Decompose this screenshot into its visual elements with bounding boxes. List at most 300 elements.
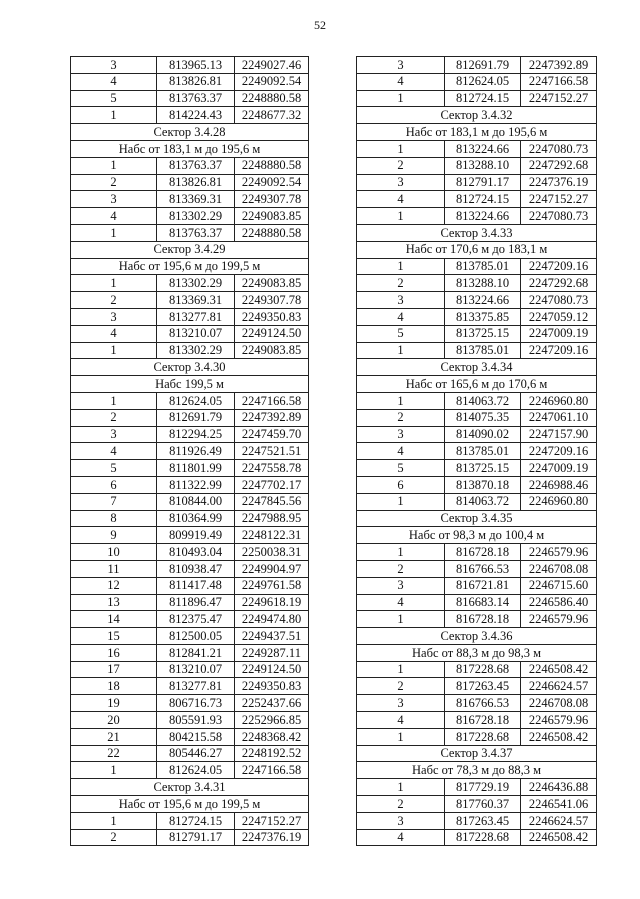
x-coordinate: 817729.19: [445, 779, 521, 796]
y-coordinate: 2246508.42: [521, 829, 597, 846]
point-number: 1: [357, 208, 445, 225]
table-row: [71, 476, 309, 493]
x-coordinate: 813763.37: [157, 224, 235, 241]
x-coordinate: 811801.99: [157, 460, 235, 477]
x-coordinate: 817228.68: [445, 661, 521, 678]
y-coordinate: 2249618.19: [235, 594, 309, 611]
y-coordinate: 2247209.16: [521, 258, 597, 275]
sector-heading: Сектор 3.4.35: [357, 510, 597, 527]
y-coordinate: 2249092.54: [235, 174, 309, 191]
x-coordinate: 816728.18: [445, 712, 521, 729]
sector-heading-row: [357, 359, 597, 376]
point-number: 3: [357, 292, 445, 309]
table-row: [357, 594, 597, 611]
table-row: [357, 812, 597, 829]
sector-heading-row: [71, 376, 309, 393]
point-number: 2: [357, 796, 445, 813]
x-coordinate: 816766.53: [445, 560, 521, 577]
x-coordinate: 813725.15: [445, 325, 521, 342]
y-coordinate: 2252437.66: [235, 695, 309, 712]
point-number: 2: [357, 678, 445, 695]
y-coordinate: 2246708.08: [521, 695, 597, 712]
sector-heading-row: [357, 527, 597, 544]
y-coordinate: 2247376.19: [521, 174, 597, 191]
table-row: [71, 443, 309, 460]
sector-heading-row: [357, 376, 597, 393]
point-number: 4: [71, 443, 157, 460]
point-number: 1: [357, 258, 445, 275]
point-number: 7: [71, 493, 157, 510]
y-coordinate: 2247558.78: [235, 460, 309, 477]
y-coordinate: 2248192.52: [235, 745, 309, 762]
point-number: 12: [71, 577, 157, 594]
table-row: [357, 90, 597, 107]
point-number: 1: [71, 342, 157, 359]
point-number: 4: [357, 308, 445, 325]
table-row: [71, 325, 309, 342]
x-coordinate: 811926.49: [157, 443, 235, 460]
x-coordinate: 813725.15: [445, 460, 521, 477]
x-coordinate: 812841.21: [157, 644, 235, 661]
table-row: [357, 611, 597, 628]
table-row: [71, 661, 309, 678]
y-coordinate: 2246579.96: [521, 544, 597, 561]
point-number: 3: [357, 174, 445, 191]
x-coordinate: 810364.99: [157, 510, 235, 527]
sector-heading-row: [357, 224, 597, 241]
table-row: [357, 174, 597, 191]
sector-heading: Набс от 183,1 м до 195,6 м: [71, 140, 309, 157]
y-coordinate: 2246586.40: [521, 594, 597, 611]
point-number: 9: [71, 527, 157, 544]
y-coordinate: 2246508.42: [521, 728, 597, 745]
y-coordinate: 2247061.10: [521, 409, 597, 426]
x-coordinate: 810938.47: [157, 560, 235, 577]
sector-heading: Сектор 3.4.34: [357, 359, 597, 376]
x-coordinate: 813302.29: [157, 208, 235, 225]
y-coordinate: 2249027.46: [235, 57, 309, 74]
point-number: 1: [71, 224, 157, 241]
y-coordinate: 2246541.06: [521, 796, 597, 813]
point-number: 1: [71, 812, 157, 829]
y-coordinate: 2249474.80: [235, 611, 309, 628]
point-number: 1: [71, 107, 157, 124]
point-number: 1: [357, 779, 445, 796]
x-coordinate: 812724.15: [157, 812, 235, 829]
x-coordinate: 813785.01: [445, 258, 521, 275]
sector-heading: Сектор 3.4.28: [71, 124, 309, 141]
y-coordinate: 2247209.16: [521, 443, 597, 460]
table-row: [357, 57, 597, 74]
y-coordinate: 2247392.89: [235, 409, 309, 426]
x-coordinate: 809919.49: [157, 527, 235, 544]
table-row: [71, 157, 309, 174]
table-row: [357, 695, 597, 712]
sector-heading: Сектор 3.4.32: [357, 107, 597, 124]
table-row: [357, 661, 597, 678]
table-row: [357, 712, 597, 729]
y-coordinate: 2247392.89: [521, 57, 597, 74]
x-coordinate: 817263.45: [445, 678, 521, 695]
point-number: 2: [357, 275, 445, 292]
x-coordinate: 813785.01: [445, 342, 521, 359]
point-number: 2: [71, 829, 157, 846]
x-coordinate: 812691.79: [445, 57, 521, 74]
table-row: [71, 90, 309, 107]
y-coordinate: 2247166.58: [521, 73, 597, 90]
point-number: 4: [357, 594, 445, 611]
point-number: 1: [357, 342, 445, 359]
y-coordinate: 2247166.58: [235, 392, 309, 409]
y-coordinate: 2249307.78: [235, 292, 309, 309]
point-number: 1: [71, 157, 157, 174]
table-row: [357, 577, 597, 594]
sector-heading: Набс от 170,6 м до 183,1 м: [357, 241, 597, 258]
x-coordinate: 817760.37: [445, 796, 521, 813]
table-row: [357, 829, 597, 846]
table-row: [71, 392, 309, 409]
x-coordinate: 813763.37: [157, 157, 235, 174]
table-row: [71, 107, 309, 124]
point-number: 3: [71, 191, 157, 208]
table-row: [71, 527, 309, 544]
table-row: [357, 325, 597, 342]
y-coordinate: 2247152.27: [521, 90, 597, 107]
table-row: [71, 224, 309, 241]
y-coordinate: 2246960.80: [521, 392, 597, 409]
sector-heading-row: [357, 745, 597, 762]
x-coordinate: 814063.72: [445, 392, 521, 409]
point-number: 1: [71, 275, 157, 292]
y-coordinate: 2250038.31: [235, 544, 309, 561]
x-coordinate: 811896.47: [157, 594, 235, 611]
table-row: [357, 157, 597, 174]
x-coordinate: 814090.02: [445, 426, 521, 443]
y-coordinate: 2247459.70: [235, 426, 309, 443]
sector-heading: Сектор 3.4.29: [71, 241, 309, 258]
sector-heading-row: [357, 628, 597, 645]
table-row: [357, 460, 597, 477]
y-coordinate: 2246436.88: [521, 779, 597, 796]
x-coordinate: 812624.05: [445, 73, 521, 90]
x-coordinate: 813302.29: [157, 275, 235, 292]
table-row: [357, 426, 597, 443]
point-number: 5: [71, 90, 157, 107]
sector-heading: Набс от 78,3 м до 88,3 м: [357, 762, 597, 779]
point-number: 17: [71, 661, 157, 678]
point-number: 5: [357, 460, 445, 477]
point-number: 10: [71, 544, 157, 561]
point-number: 3: [357, 577, 445, 594]
y-coordinate: 2248122.31: [235, 527, 309, 544]
point-number: 2: [71, 174, 157, 191]
table-row: [71, 460, 309, 477]
sector-heading-row: [71, 124, 309, 141]
table-row: [357, 73, 597, 90]
point-number: 1: [71, 392, 157, 409]
sector-heading: Набс от 88,3 м до 98,3 м: [357, 644, 597, 661]
x-coordinate: 810493.04: [157, 544, 235, 561]
x-coordinate: 813826.81: [157, 73, 235, 90]
y-coordinate: 2246960.80: [521, 493, 597, 510]
table-row: [357, 493, 597, 510]
y-coordinate: 2249761.58: [235, 577, 309, 594]
sector-heading: Сектор 3.4.37: [357, 745, 597, 762]
x-coordinate: 814075.35: [445, 409, 521, 426]
table-row: [71, 829, 309, 846]
point-number: 8: [71, 510, 157, 527]
x-coordinate: 813826.81: [157, 174, 235, 191]
sector-heading-row: [71, 140, 309, 157]
x-coordinate: 816728.18: [445, 544, 521, 561]
table-row: [71, 577, 309, 594]
x-coordinate: 813224.66: [445, 140, 521, 157]
table-row: [357, 292, 597, 309]
x-coordinate: 813302.29: [157, 342, 235, 359]
y-coordinate: 2247080.73: [521, 208, 597, 225]
point-number: 5: [357, 325, 445, 342]
table-row: [357, 392, 597, 409]
y-coordinate: 2249083.85: [235, 208, 309, 225]
point-number: 3: [357, 695, 445, 712]
x-coordinate: 816766.53: [445, 695, 521, 712]
point-number: 19: [71, 695, 157, 712]
y-coordinate: 2252966.85: [235, 712, 309, 729]
y-coordinate: 2248677.32: [235, 107, 309, 124]
y-coordinate: 2249124.50: [235, 661, 309, 678]
table-row: [357, 476, 597, 493]
y-coordinate: 2249124.50: [235, 325, 309, 342]
table-row: [357, 258, 597, 275]
point-number: 15: [71, 628, 157, 645]
sector-heading-row: [357, 644, 597, 661]
x-coordinate: 813210.07: [157, 325, 235, 342]
table-row: [357, 678, 597, 695]
table-row: [71, 292, 309, 309]
point-number: 1: [357, 140, 445, 157]
x-coordinate: 813785.01: [445, 443, 521, 460]
point-number: 21: [71, 728, 157, 745]
point-number: 4: [357, 829, 445, 846]
point-number: 2: [357, 157, 445, 174]
sector-heading-row: [357, 241, 597, 258]
point-number: 2: [357, 560, 445, 577]
table-row: [71, 628, 309, 645]
y-coordinate: 2247702.17: [235, 476, 309, 493]
x-coordinate: 816728.18: [445, 611, 521, 628]
point-number: 2: [71, 409, 157, 426]
point-number: 1: [357, 493, 445, 510]
sector-heading-row: [71, 258, 309, 275]
x-coordinate: 816721.81: [445, 577, 521, 594]
y-coordinate: 2247152.27: [521, 191, 597, 208]
table-row: [71, 644, 309, 661]
y-coordinate: 2247157.90: [521, 426, 597, 443]
y-coordinate: 2247009.19: [521, 460, 597, 477]
y-coordinate: 2249307.78: [235, 191, 309, 208]
table-row: [71, 57, 309, 74]
table-row: [71, 560, 309, 577]
y-coordinate: 2248880.58: [235, 90, 309, 107]
sector-heading: Набс от 98,3 м до 100,4 м: [357, 527, 597, 544]
point-number: 3: [357, 812, 445, 829]
point-number: 1: [357, 392, 445, 409]
point-number: 3: [357, 57, 445, 74]
sector-heading-row: [357, 124, 597, 141]
sector-heading: Набс 199,5 м: [71, 376, 309, 393]
point-number: 1: [357, 544, 445, 561]
y-coordinate: 2247521.51: [235, 443, 309, 460]
y-coordinate: 2247376.19: [235, 829, 309, 846]
x-coordinate: 804215.58: [157, 728, 235, 745]
x-coordinate: 813224.66: [445, 292, 521, 309]
point-number: 4: [357, 712, 445, 729]
point-number: 6: [71, 476, 157, 493]
x-coordinate: 811417.48: [157, 577, 235, 594]
point-number: 3: [71, 57, 157, 74]
sector-heading-row: [71, 796, 309, 813]
y-coordinate: 2249287.11: [235, 644, 309, 661]
x-coordinate: 811322.99: [157, 476, 235, 493]
point-number: 1: [357, 728, 445, 745]
x-coordinate: 805591.93: [157, 712, 235, 729]
x-coordinate: 813870.18: [445, 476, 521, 493]
point-number: 18: [71, 678, 157, 695]
table-row: [357, 560, 597, 577]
y-coordinate: 2246988.46: [521, 476, 597, 493]
coordinates-table-left: [70, 56, 309, 846]
x-coordinate: 814224.43: [157, 107, 235, 124]
y-coordinate: 2247292.68: [521, 157, 597, 174]
table-row: [71, 812, 309, 829]
y-coordinate: 2246579.96: [521, 611, 597, 628]
table-row: [71, 594, 309, 611]
sector-heading-row: [357, 107, 597, 124]
coordinates-table-right: [356, 56, 597, 846]
y-coordinate: 2247059.12: [521, 308, 597, 325]
x-coordinate: 813210.07: [157, 661, 235, 678]
y-coordinate: 2249904.97: [235, 560, 309, 577]
y-coordinate: 2247845.56: [235, 493, 309, 510]
x-coordinate: 817228.68: [445, 829, 521, 846]
x-coordinate: 812691.79: [157, 409, 235, 426]
table-row: [71, 174, 309, 191]
point-number: 2: [357, 409, 445, 426]
point-number: 4: [357, 73, 445, 90]
point-number: 3: [357, 426, 445, 443]
table-row: [357, 779, 597, 796]
x-coordinate: 813288.10: [445, 157, 521, 174]
point-number: 3: [71, 426, 157, 443]
point-number: 16: [71, 644, 157, 661]
x-coordinate: 812791.17: [445, 174, 521, 191]
x-coordinate: 816683.14: [445, 594, 521, 611]
y-coordinate: 2246508.42: [521, 661, 597, 678]
point-number: 1: [357, 90, 445, 107]
table-row: [71, 409, 309, 426]
point-number: 20: [71, 712, 157, 729]
table-row: [71, 745, 309, 762]
table-row: [71, 695, 309, 712]
table-row: [71, 712, 309, 729]
sector-heading-row: [71, 779, 309, 796]
x-coordinate: 812375.47: [157, 611, 235, 628]
table-row: [71, 544, 309, 561]
y-coordinate: 2247009.19: [521, 325, 597, 342]
table-row: [71, 275, 309, 292]
page-number: 52: [314, 18, 326, 32]
table-row: [357, 342, 597, 359]
y-coordinate: 2247080.73: [521, 140, 597, 157]
point-number: 3: [71, 308, 157, 325]
y-coordinate: 2249437.51: [235, 628, 309, 645]
y-coordinate: 2249092.54: [235, 73, 309, 90]
table-row: [357, 728, 597, 745]
point-number: 4: [357, 443, 445, 460]
point-number: 6: [357, 476, 445, 493]
x-coordinate: 813369.31: [157, 191, 235, 208]
sector-heading: Сектор 3.4.33: [357, 224, 597, 241]
table-row: [71, 73, 309, 90]
y-coordinate: 2246715.60: [521, 577, 597, 594]
sector-heading: Сектор 3.4.31: [71, 779, 309, 796]
x-coordinate: 814063.72: [445, 493, 521, 510]
table-row: [71, 493, 309, 510]
sector-heading-row: [71, 241, 309, 258]
x-coordinate: 812724.15: [445, 90, 521, 107]
x-coordinate: 813965.13: [157, 57, 235, 74]
table-row: [71, 342, 309, 359]
table-row: [71, 208, 309, 225]
x-coordinate: 812500.05: [157, 628, 235, 645]
y-coordinate: 2247988.95: [235, 510, 309, 527]
point-number: 5: [71, 460, 157, 477]
table-row: [71, 191, 309, 208]
y-coordinate: 2247166.58: [235, 762, 309, 779]
x-coordinate: 805446.27: [157, 745, 235, 762]
x-coordinate: 813763.37: [157, 90, 235, 107]
y-coordinate: 2249083.85: [235, 342, 309, 359]
table-row: [357, 443, 597, 460]
table-row: [357, 796, 597, 813]
sector-heading-row: [357, 762, 597, 779]
table-row: [357, 140, 597, 157]
point-number: 4: [71, 325, 157, 342]
y-coordinate: 2249350.83: [235, 308, 309, 325]
sector-heading: Набс от 165,6 м до 170,6 м: [357, 376, 597, 393]
x-coordinate: 812624.05: [157, 392, 235, 409]
x-coordinate: 813288.10: [445, 275, 521, 292]
x-coordinate: 812724.15: [445, 191, 521, 208]
sector-heading: Сектор 3.4.30: [71, 359, 309, 376]
point-number: 14: [71, 611, 157, 628]
table-row: [357, 544, 597, 561]
y-coordinate: 2248880.58: [235, 157, 309, 174]
table-row: [357, 191, 597, 208]
x-coordinate: 812791.17: [157, 829, 235, 846]
point-number: 2: [71, 292, 157, 309]
y-coordinate: 2246579.96: [521, 712, 597, 729]
point-number: 11: [71, 560, 157, 577]
table-row: [71, 308, 309, 325]
x-coordinate: 813375.85: [445, 308, 521, 325]
y-coordinate: 2247209.16: [521, 342, 597, 359]
point-number: 22: [71, 745, 157, 762]
y-coordinate: 2247292.68: [521, 275, 597, 292]
table-row: [357, 275, 597, 292]
sector-heading-row: [357, 510, 597, 527]
point-number: 1: [357, 611, 445, 628]
